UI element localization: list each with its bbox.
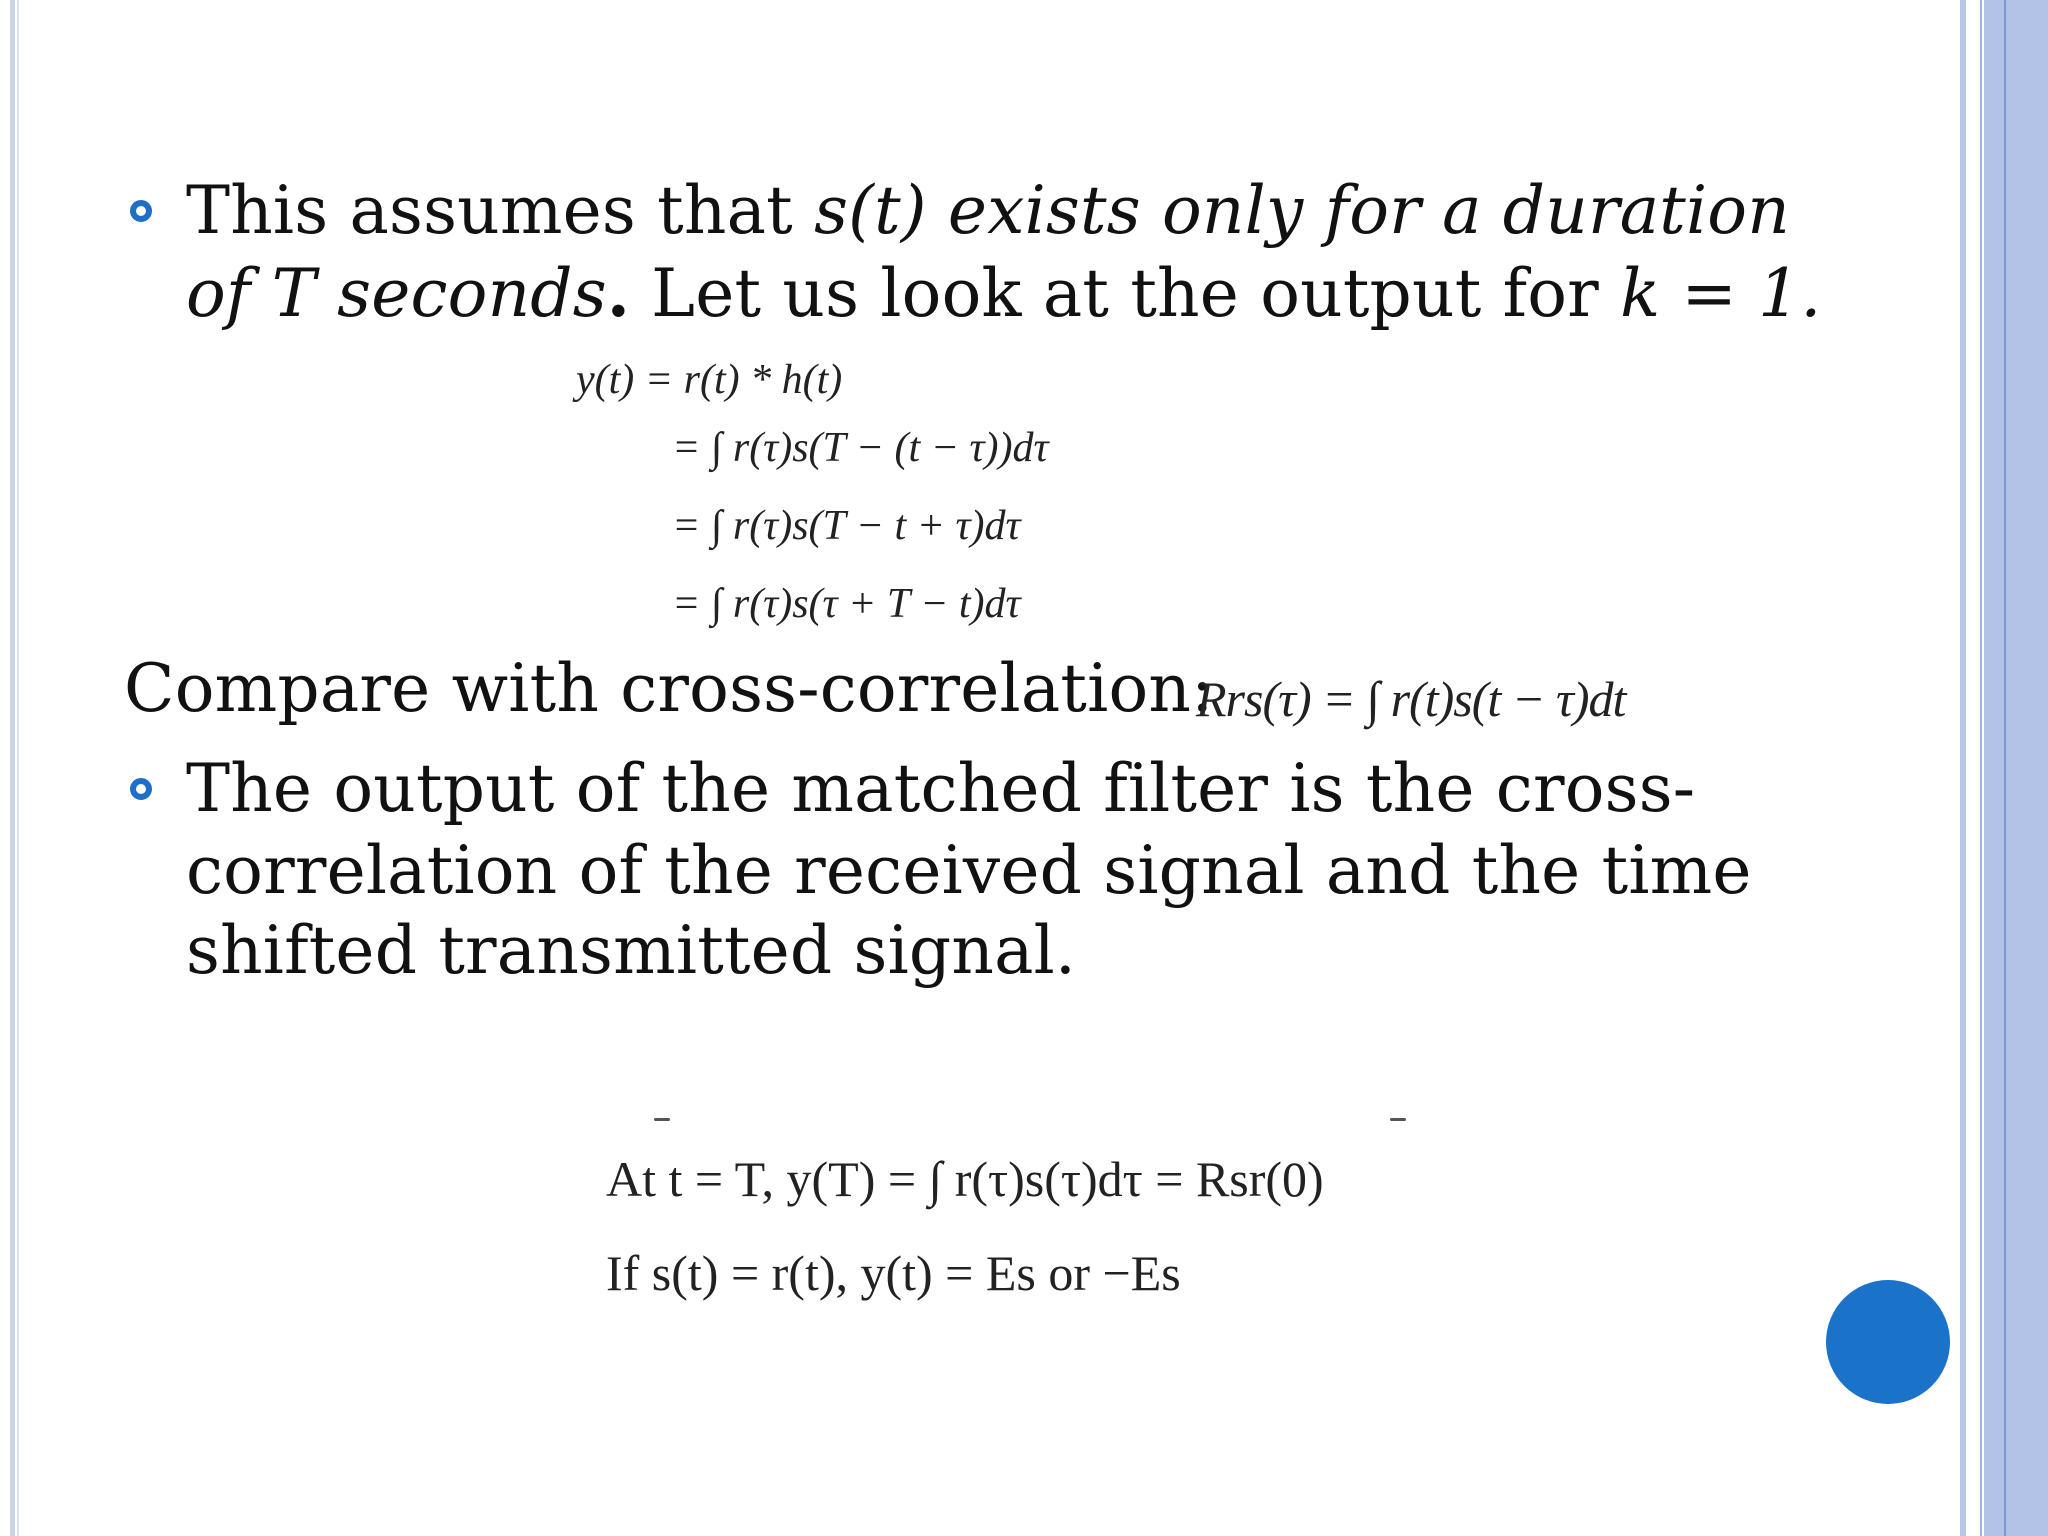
bullet1-text-c: of T seconds [186, 255, 607, 332]
bottom-equation-2: If s(t) = r(t), y(t) = Es or −Es [606, 1245, 1181, 1301]
left-border-line [10, 0, 15, 1536]
bullet1-text-d: Let us look at the output for [630, 255, 1621, 332]
compare-label: Compare with cross-correlation: [124, 650, 1214, 727]
right-border-gap [1968, 0, 1978, 1536]
right-border-stripe [1960, 0, 1966, 1536]
right-border-band-outer [2006, 0, 2048, 1536]
bullet2-line3: shifted transmitted signal. [186, 912, 1077, 989]
equation-3: = ∫ r(τ)s(T − t + τ)dτ [672, 503, 1021, 549]
bullet1-text-e: k = 1. [1620, 255, 1822, 332]
bullet1-text-b: s(t) exists only for a duration [814, 172, 1790, 249]
equation-2: = ∫ r(τ)s(T − (t − τ))dτ [672, 425, 1049, 471]
navigation-dot[interactable] [1826, 1280, 1950, 1404]
left-border-line-inner [17, 0, 19, 1536]
equation-4: = ∫ r(τ)s(τ + T − t)dτ [672, 581, 1021, 627]
tick-mark [654, 1118, 670, 1121]
equation-1: y(t) = r(t) * h(t) [576, 357, 843, 403]
bullet1-text-dot: . [606, 254, 630, 332]
bullet1-line1 [186, 170, 1790, 252]
bullet-icon [130, 778, 152, 800]
cross-correlation-formula: Rrs(τ) = ∫ r(t)s(t − τ)dt [1196, 671, 1626, 727]
tick-mark [1390, 1118, 1406, 1121]
bullet2-line1: The output of the matched filter is the cross- [186, 750, 1696, 827]
bullet1-line2 [186, 252, 1822, 335]
bullet1-text-a: This assumes that [186, 172, 815, 249]
right-border-line [1980, 0, 1982, 1536]
right-border-band [1984, 0, 2004, 1536]
bullet2-line2: correlation of the received signal and the time [186, 832, 1752, 909]
bullet-icon [130, 200, 152, 222]
bottom-equation-1: At t = T, y(T) = ∫ r(τ)s(τ)dτ = Rsr(0) [606, 1151, 1324, 1207]
